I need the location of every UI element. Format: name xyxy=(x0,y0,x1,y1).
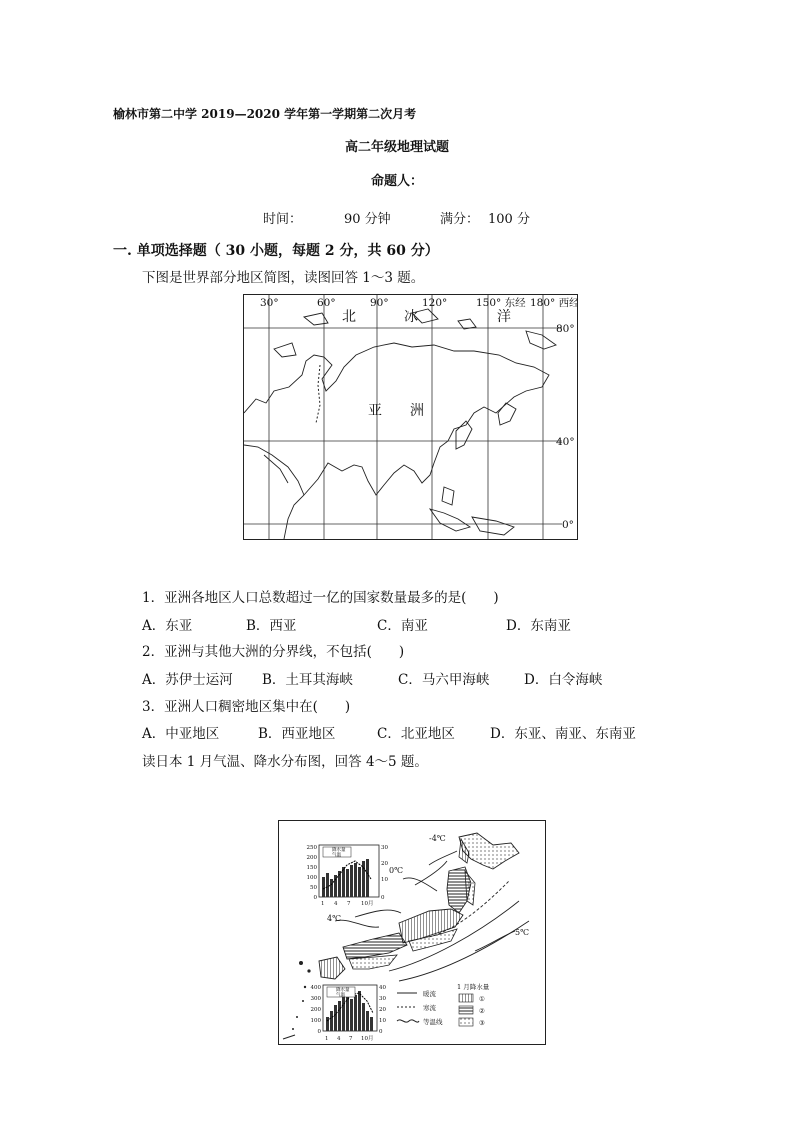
lat-label-80: 80° xyxy=(556,323,575,335)
lat-label-0: 0° xyxy=(562,519,574,531)
legend-precip-3: ③ xyxy=(479,1019,485,1027)
ocean-char-2: 冰 xyxy=(404,309,418,325)
bottom-month-7: 7 xyxy=(349,1036,353,1042)
top-rtick-10: 10 xyxy=(381,877,388,883)
q1-option-c: C．南亚 xyxy=(377,618,428,634)
legend-precip-1: ① xyxy=(479,995,485,1003)
top-month-7: 7 xyxy=(347,901,351,907)
top-rtick-0: 0 xyxy=(381,895,385,901)
bottom-ytick-300: 300 xyxy=(310,996,321,1002)
bottom-rtick-20: 20 xyxy=(379,1007,386,1013)
iso-label-5: 5℃ xyxy=(515,928,530,937)
iso-label-4: 4℃ xyxy=(327,914,342,923)
time-value: 90 分钟 xyxy=(344,212,391,227)
bottom-ytick-200: 200 xyxy=(310,1007,321,1013)
lon-label-180: 180° 西经 xyxy=(530,297,577,309)
q2-option-b: B．土耳其海峡 xyxy=(262,672,353,688)
q2-option-c: C．马六甲海峡 xyxy=(398,672,490,688)
top-month-10: 10月 xyxy=(361,901,374,907)
top-legend-precip: 降水量 xyxy=(332,848,346,853)
bottom-ytick-100: 100 xyxy=(310,1018,321,1024)
q3-option-c: C．北亚地区 xyxy=(377,726,455,742)
ocean-char-3: 洋 xyxy=(497,309,511,325)
bottom-month-1: 1 xyxy=(325,1036,329,1042)
asia-map xyxy=(243,294,578,540)
map2-legend xyxy=(397,982,490,1027)
bottom-month-4: 4 xyxy=(337,1036,341,1042)
question-1: 1．亚洲各地区人口总数超过一亿的国家数量最多的是( ) xyxy=(142,590,499,606)
author-line: 命题人： xyxy=(370,174,423,189)
legend-precip-2: ② xyxy=(479,1007,485,1015)
question-3: 3．亚洲人口稠密地区集中在( ) xyxy=(142,699,351,715)
bottom-ytick-400: 400 xyxy=(310,985,321,991)
q2-option-a: A．苏伊士运河 xyxy=(142,672,233,688)
top-rtick-20: 20 xyxy=(381,861,388,867)
q3-option-b: B．西亚地区 xyxy=(258,726,336,742)
climograph-bottom xyxy=(311,985,387,1042)
time-label: 时间： xyxy=(263,212,303,227)
score-label: 满分： xyxy=(440,212,480,227)
lon-label-120: 120° xyxy=(422,297,448,309)
map2-intro: 读日本 1 月气温、降水分布图，回答 4～5 题。 xyxy=(142,754,428,770)
bottom-ytick-0: 0 xyxy=(317,1029,321,1035)
lon-label-150: 150° 东经 xyxy=(476,297,526,309)
bottom-rtick-0: 0 xyxy=(379,1029,383,1035)
lat-label-40: 40° xyxy=(556,436,575,448)
top-month-4: 4 xyxy=(334,901,338,907)
exam-title: 高二年级地理试题 xyxy=(344,140,449,155)
climograph-top xyxy=(307,845,389,907)
bottom-rtick-10: 10 xyxy=(379,1018,386,1024)
q3-option-a: A．中亚地区 xyxy=(142,726,220,742)
top-ytick-50: 50 xyxy=(310,885,317,891)
top-ytick-250: 250 xyxy=(306,845,317,851)
legend-precip-title: 1 月降水量 xyxy=(457,983,490,991)
iso-label-neg4: -4℃ xyxy=(429,834,446,843)
legend-warm-current: 暖流 xyxy=(423,990,436,998)
top-ytick-200: 200 xyxy=(306,855,317,861)
section-title: 一. 单项选择题（ 30 小题，每题 2 分，共 60 分） xyxy=(113,243,439,259)
continent-char-1: 亚 xyxy=(368,403,382,419)
ocean-char-1: 北 xyxy=(342,309,356,325)
iso-label-0: 0℃ xyxy=(389,866,404,875)
continent-char-2: 洲 xyxy=(410,403,424,419)
q1-option-a: A．东亚 xyxy=(142,618,193,634)
bottom-legend-precip: 降水量 xyxy=(336,988,350,993)
legend-cold-current: 寒流 xyxy=(423,1004,436,1012)
lon-label-30: 30° xyxy=(260,297,279,309)
lon-label-60: 60° xyxy=(317,297,336,309)
bottom-rtick-30: 30 xyxy=(379,996,386,1002)
bottom-legend-temp: 气温 xyxy=(336,993,345,998)
map1-intro: 下图是世界部分地区简图，读图回答 1～3 题。 xyxy=(142,270,425,286)
school-header: 榆林市第二中学 2019—2020 学年第一学期第二次月考 xyxy=(113,107,417,121)
q1-option-b: B．西亚 xyxy=(246,618,297,634)
bottom-rtick-40: 40 xyxy=(379,985,386,991)
japan-map xyxy=(278,820,546,1045)
top-ytick-0: 0 xyxy=(313,895,317,901)
question-2: 2．亚洲与其他大洲的分界线，不包括( ) xyxy=(142,644,405,660)
q2-option-d: D．白令海峡 xyxy=(524,672,603,688)
top-legend-temp: 气温 xyxy=(332,853,341,858)
q1-option-d: D．东南亚 xyxy=(506,618,571,634)
top-month-1: 1 xyxy=(321,901,325,907)
top-ytick-100: 100 xyxy=(306,875,317,881)
q3-option-d: D．东亚、南亚、东南亚 xyxy=(490,726,636,742)
lon-label-90: 90° xyxy=(370,297,389,309)
top-ytick-150: 150 xyxy=(306,865,317,871)
bottom-month-10: 10月 xyxy=(361,1036,374,1042)
legend-isotherm: 等温线 xyxy=(423,1018,443,1026)
score-value: 100 分 xyxy=(488,212,530,227)
top-rtick-30: 30 xyxy=(381,845,388,851)
